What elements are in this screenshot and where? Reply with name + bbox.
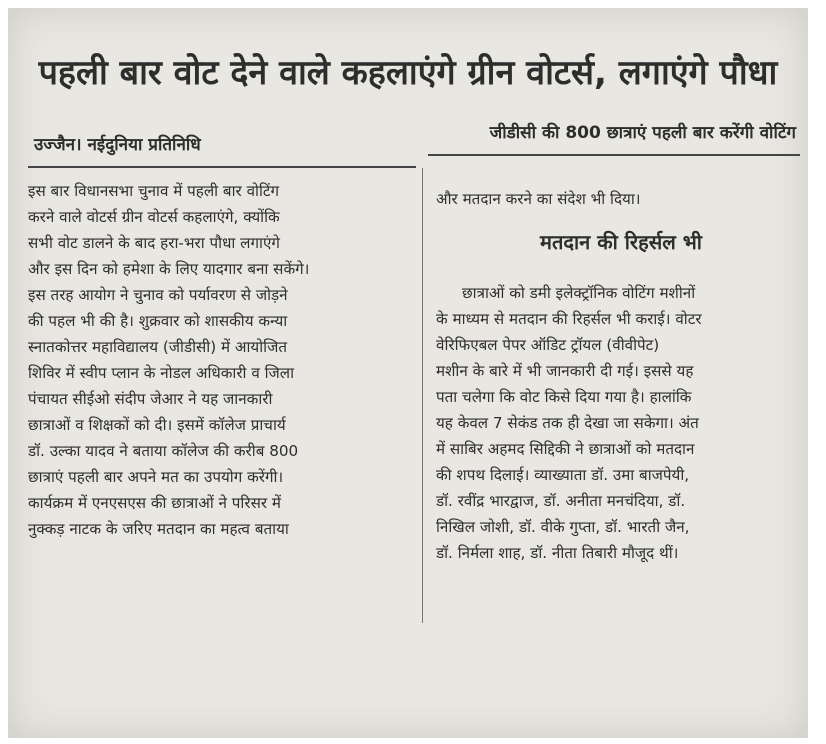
right-line-2: के माध्यम से मतदान की रिहर्सल भी कराई। वोटर xyxy=(436,310,702,328)
left-line-5: इस तरह आयोग ने चुनाव को पर्यावरण से जोड़ने xyxy=(28,286,288,304)
subheadline-rule xyxy=(428,154,800,156)
right-line-5: पता चलेगा कि वोट किसे दिया गया है। हालांकि xyxy=(436,388,692,406)
left-line-4: और इस दिन को हमेशा के लिए यादगार बना सकेंगे। xyxy=(28,260,310,278)
column-divider xyxy=(422,168,423,623)
left-line-2: करने वाले वोटर्स ग्रीन वोटर्स कहलाएंगे, क्योंकि xyxy=(28,208,280,226)
left-line-13: कार्यक्रम में एनएसएस की छात्राओं ने परिसर में xyxy=(28,494,281,512)
byline: उज्जैन। नईदुनिया प्रतिनिधि xyxy=(34,135,201,155)
left-line-10: छात्राओं व शिक्षकों को दी। इसमें कॉलेज प्राचार्य xyxy=(28,416,286,434)
left-line-14: नुक्कड़ नाटक के जरिए मतदान का महत्व बताया xyxy=(28,520,289,538)
left-line-9: पंचायत सीईओ संदीप जेआर ने यह जानकारी xyxy=(28,390,273,408)
right-line-9: डॉ. रवींद्र भारद्वाज, डॉ. अनीता मनचंदिया, डॉ. xyxy=(436,492,686,510)
left-line-1: इस बार विधानसभा चुनाव में पहली बार वोटिंग xyxy=(28,182,280,200)
byline-rule xyxy=(28,166,416,168)
left-line-12: छात्राएं पहली बार अपने मत का उपयोग करेंगी। xyxy=(28,468,284,486)
left-line-6: की पहल भी की है। शुक्रवार को शासकीय कन्या xyxy=(28,312,288,330)
right-line-1: छात्राओं को डमी इलेक्ट्रॉनिक वोटिंग मशीनों xyxy=(462,284,696,302)
right-line-7: में साबिर अहमद सिद्दिकी ने छात्राओं को मतदान xyxy=(436,440,695,458)
right-line-6: यह केवल 7 सेकंड तक ही देखा जा सकेगा। अंत xyxy=(436,414,699,432)
right-column-top xyxy=(436,186,806,212)
right-column xyxy=(436,280,806,566)
right-line-10: निखिल जोशी, डॉ. वीके गुप्ता, डॉ. भारती जैन, xyxy=(436,518,690,536)
right-line-8: की शपथ दिलाई। व्याख्याता डॉ. उमा बाजपेयी, xyxy=(436,466,690,484)
section-heading: मतदान की रिहर्सल भी xyxy=(540,230,702,254)
left-line-8: शिविर में स्वीप प्लान के नोडल अधिकारी व जिला xyxy=(28,364,295,382)
left-line-11: डॉ. उल्का यादव ने बताया कॉलेज की करीब 800 xyxy=(28,442,299,460)
right-line-11: डॉ. निर्मला शाह, डॉ. नीता तिबारी मौजूद थीं। xyxy=(436,544,679,562)
right-line-3: वेरिफिएबल पेपर ऑडिट ट्रॉयल (वीवीपेट) xyxy=(436,336,660,354)
newspaper-clipping xyxy=(8,8,808,738)
left-column xyxy=(28,178,412,542)
subheadline: जीडीसी की 800 छात्राएं पहली बार करेंगी वोटिंग xyxy=(489,123,796,143)
right-line-4: मशीन के बारे में भी जानकारी दी गई। इससे यह xyxy=(436,362,694,380)
left-line-3: सभी वोट डालने के बाद हरा-भरा पौधा लगाएंगे xyxy=(28,234,280,252)
headline: पहली बार वोट देने वाले कहलाएंगे ग्रीन वोटर्स, लगाएंगे पौधा xyxy=(38,53,778,93)
right-top-line: और मतदान करने का संदेश भी दिया। xyxy=(436,190,641,208)
left-line-7: स्नातकोत्तर महाविद्यालय (जीडीसी) में आयोजित xyxy=(28,338,288,356)
